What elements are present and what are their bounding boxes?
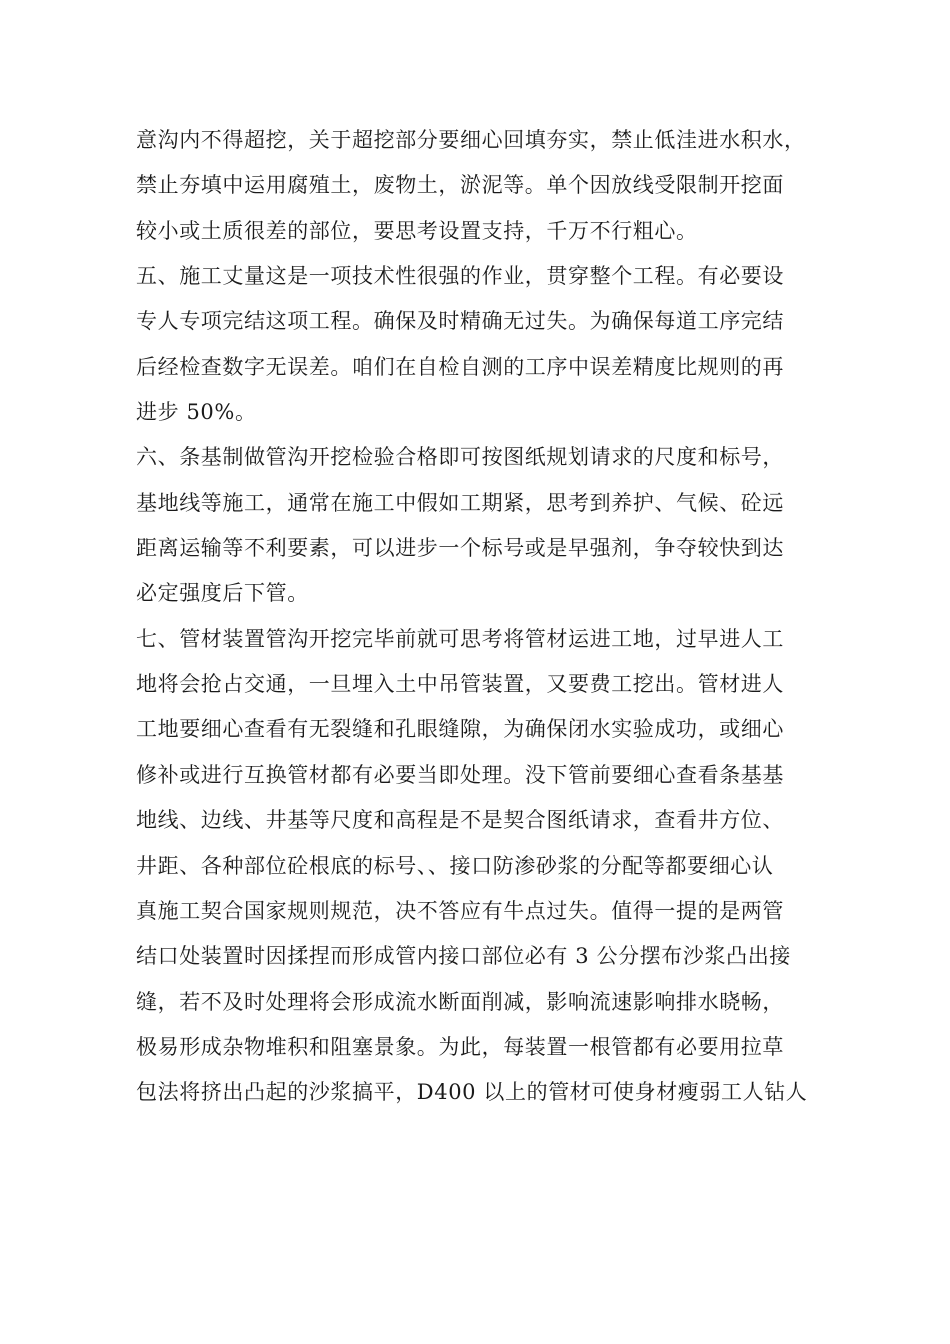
text-line: 七、管材装置管沟开挖完毕前就可思考将管材运进工地，过早进人工 [136,626,784,651]
text-line: 距离运输等不利要素，可以进步一个标号或是早强剂，争夺较快到达 [136,536,784,561]
text-line: 包法将挤出凸起的沙浆搞平，D400 以上的管材可使身材瘦弱工人钻人 [136,1080,808,1105]
text-line: 修补或进行互换管材都有必要当即处理。没下管前要细心查看条基基 [136,762,784,787]
text-line: 较小或土质很差的部位，要思考设置支持，千万不行粗心。 [136,218,698,243]
text-line: 后经检查数字无误差。咱们在自检自测的工序中误差精度比规则的再 [136,354,784,379]
text-line: 井距、各种部位砼根底的标号、、接口防渗砂浆的分配等都要细心认 [136,853,774,878]
body-text [136,118,836,1116]
text-line: 结口处装置时因揉捏而形成管内接口部位必有 3 公分摆布沙浆凸出接 [136,944,791,969]
text-line: 必定强度后下管。 [136,581,309,606]
text-line: 进步 50%。 [136,400,257,425]
text-line: 六、条基制做管沟开挖检验合格即可按图纸规划请求的尺度和标号， [136,445,784,470]
text-line: 缝，若不及时处理将会形成流水断面削减，影响流速影响排水晓畅， [136,989,784,1014]
text-line: 真施工契合国家规则规范，决不答应有牛点过失。值得一提的是两管 [136,898,784,923]
text-line: 极易形成杂物堆积和阻塞景象。为此，每装置一根管都有必要用拉草 [136,1034,784,1059]
text-line: 基地线等施工，通常在施工中假如工期紧，思考到养护、气候、砼远 [136,490,784,515]
text-line: 地线、边线、井基等尺度和高程是不是契合图纸请求，查看井方位、 [136,808,784,833]
text-line: 禁止夯填中运用腐殖土，废物土，淤泥等。单个因放线受限制开挖面 [136,173,784,198]
text-line: 五、施工丈量这是一项技术性很强的作业，贯穿整个工程。有必要设 [136,264,784,289]
text-line: 地将会抢占交通，一旦埋入土中吊管装置，又要费工挖出。管材进人 [136,672,784,697]
text-line: 工地要细心查看有无裂缝和孔眼缝隙，为确保闭水实验成功，或细心 [136,717,784,742]
text-line: 专人专项完结这项工程。确保及时精确无过失。为确保每道工序完结 [136,309,784,334]
text-line: 意沟内不得超挖，关于超挖部分要细心回填夯实，禁止低洼进水积水， [136,128,806,152]
